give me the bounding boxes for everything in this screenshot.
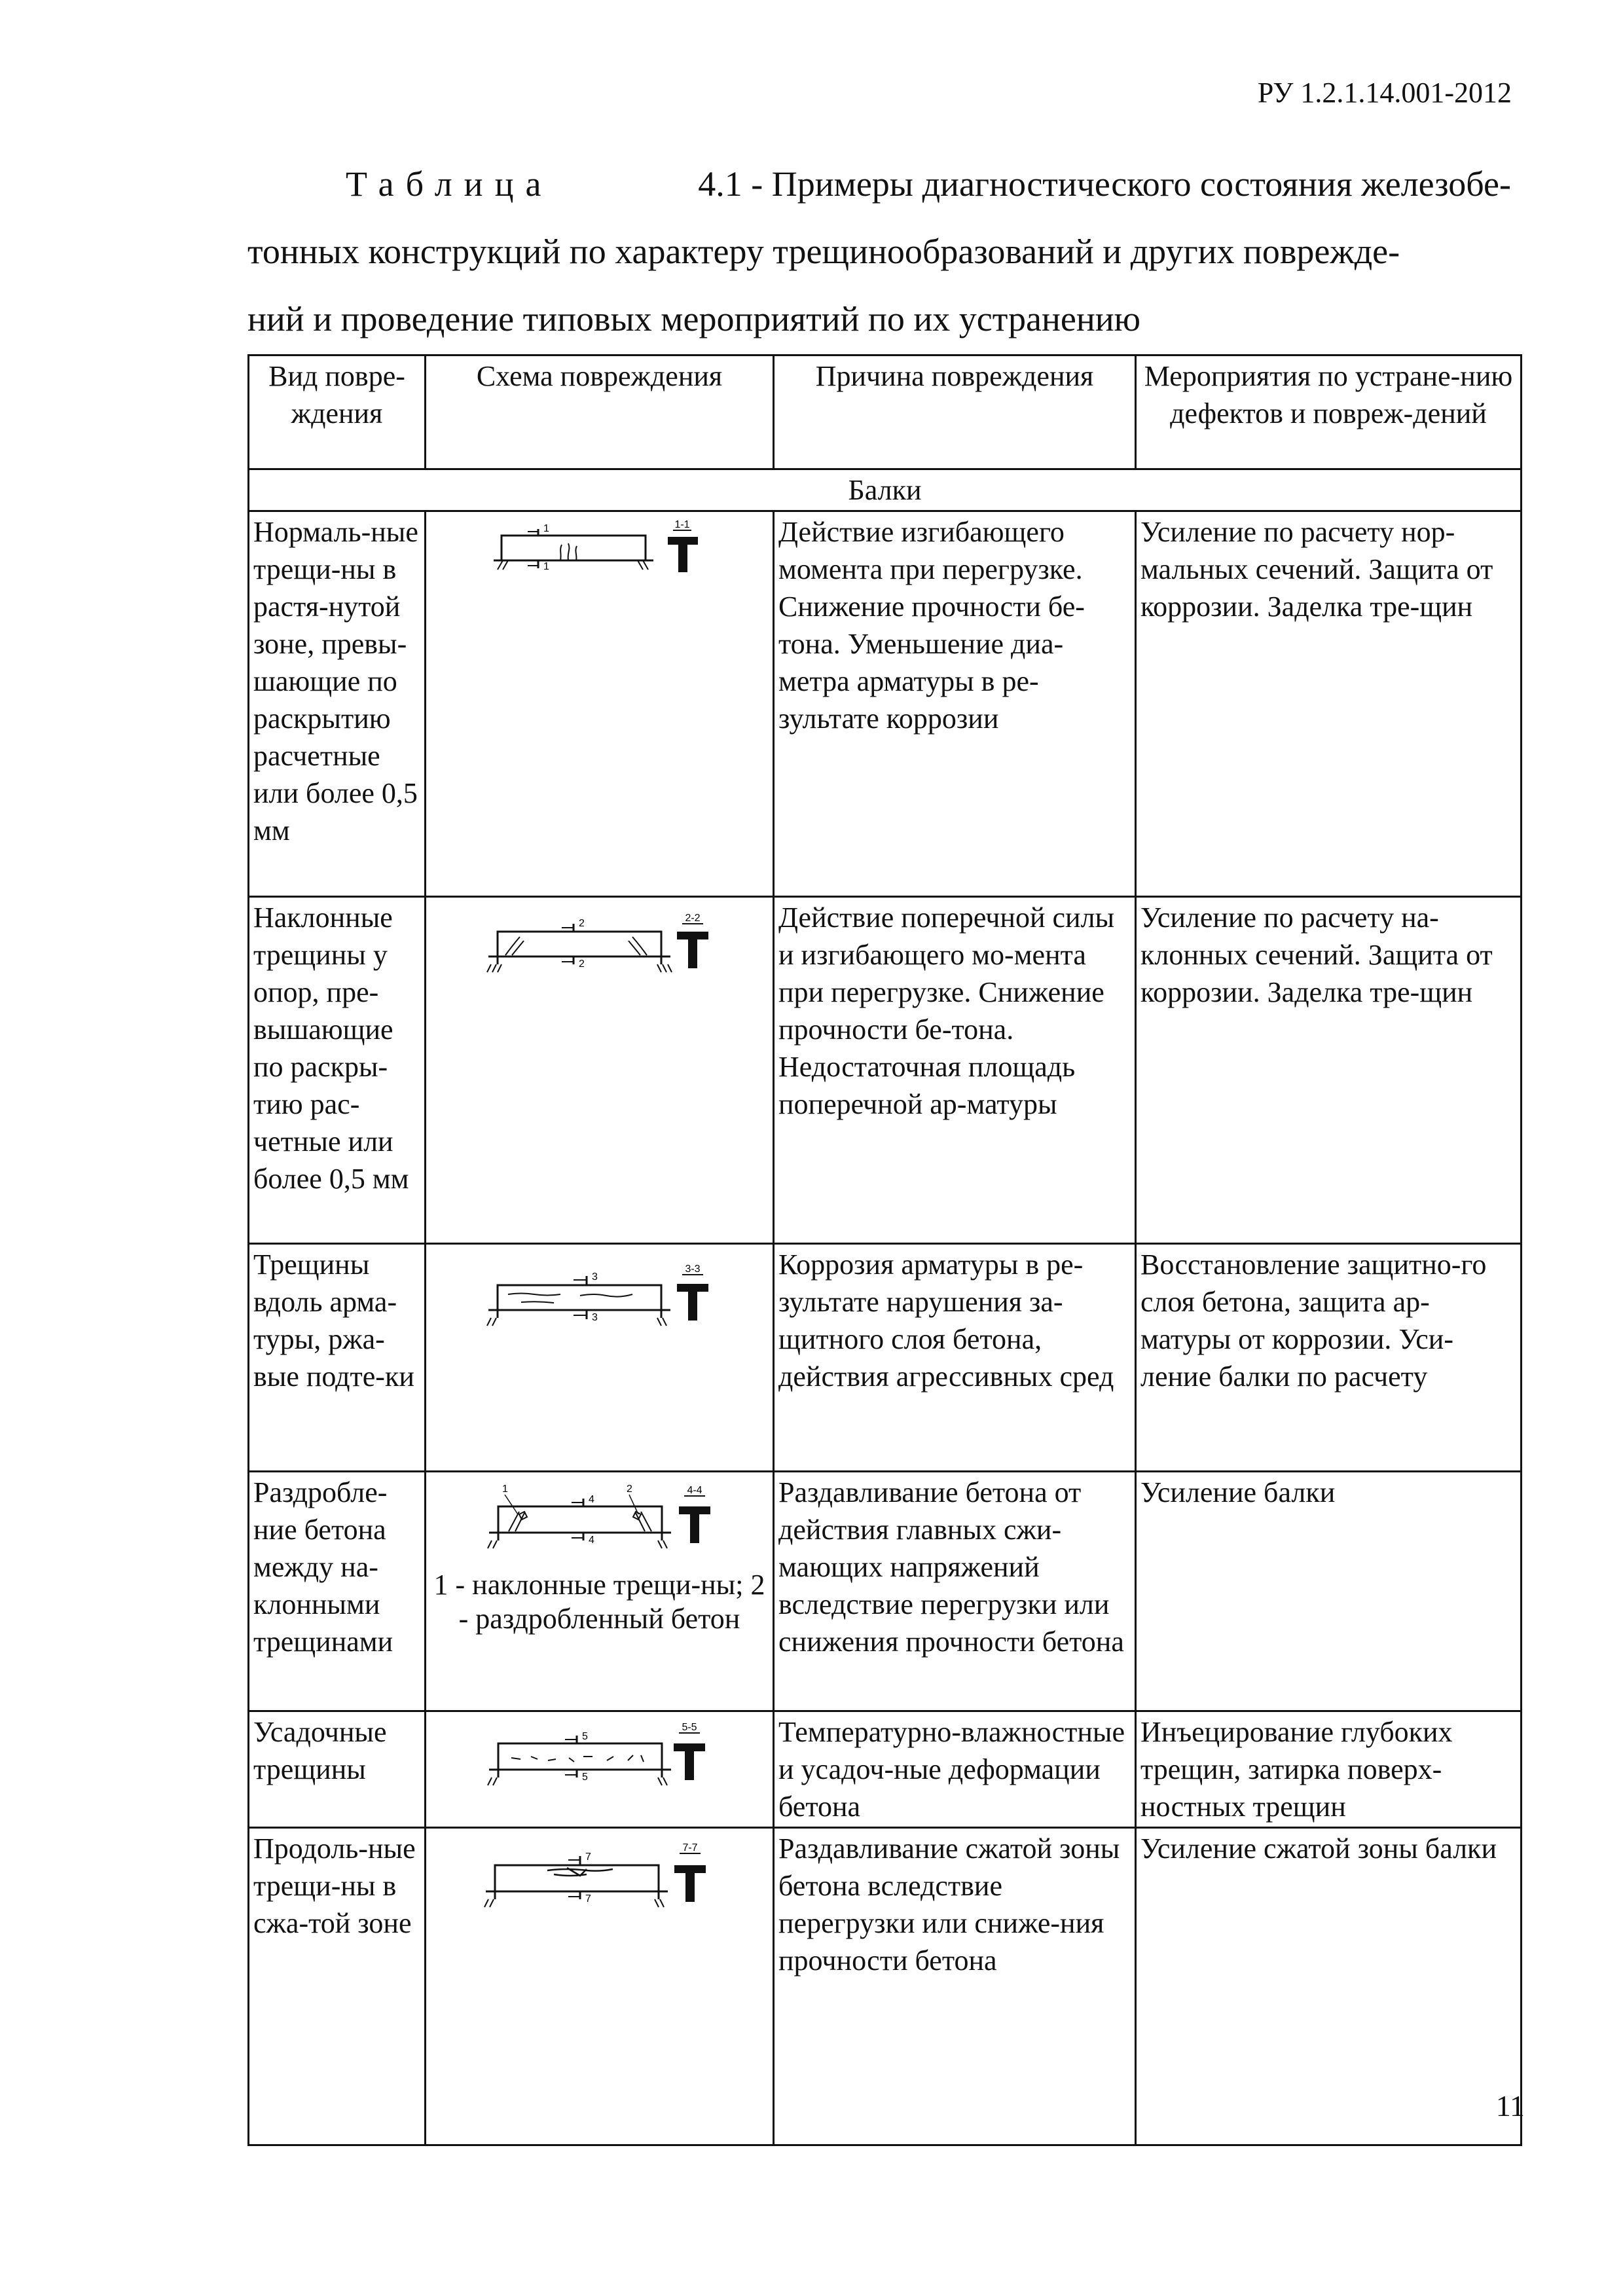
measures-cell: Усиление по расчету на-клонных сечений. Защита от коррозии. Заделка тре-щин xyxy=(1136,897,1522,1244)
section-mark-bottom: 2 xyxy=(578,958,585,970)
section-mark-bottom: 4 xyxy=(588,1535,594,1546)
section-label: 3-3 xyxy=(684,1264,701,1275)
section-mark-bottom: 5 xyxy=(581,1772,588,1783)
table-title xyxy=(247,151,1511,353)
label-1: 1 xyxy=(501,1484,508,1495)
beam-schema-longitudinal-rebar-cracks xyxy=(482,1246,718,1331)
damage-table xyxy=(247,354,1522,2146)
cause-cell: Действие изгибающего момента при перегрузке. Снижение прочности бе-тона. Уменьшение диа-метра арматуры в ре-зультате коррозии xyxy=(774,511,1136,897)
schema-cell xyxy=(426,511,774,897)
beam-schema-crushed-concrete xyxy=(479,1474,721,1565)
section-mark-top: 3 xyxy=(591,1271,598,1283)
damage-type-cell: Усадочные трещины xyxy=(249,1711,426,1828)
page-number: 11 xyxy=(1495,2089,1525,2123)
beam-schema-inclined-cracks xyxy=(482,899,718,984)
cause-cell: Коррозия арматуры в ре-зультате нарушения за-щитного слоя бетона, действия агрессивных сред xyxy=(774,1244,1136,1472)
table-row xyxy=(249,1828,1522,2145)
section-label: 7-7 xyxy=(682,1842,698,1853)
measures-cell: Усиление сжатой зоны балки xyxy=(1136,1828,1522,2145)
section-mark-top: 1 xyxy=(543,523,549,534)
section-label: 4-4 xyxy=(686,1485,702,1496)
section-mark-top: 7 xyxy=(585,1851,591,1863)
schema-cell xyxy=(426,1828,774,2145)
title-line-2: тонных конструкций по характеру трещинообразований и других поврежде- xyxy=(247,232,1400,271)
damage-type-cell: Наклонные трещины у опор, пре-вышающие по раскры-тию рас-четные или более 0,5 мм xyxy=(249,897,426,1244)
header-schema: Схема повреждения xyxy=(426,355,774,469)
header-damage-type: Вид повре-ждения xyxy=(249,355,426,469)
header-cause: Причина повреждения xyxy=(774,355,1136,469)
title-line-3: ний и проведение типовых мероприятий по их устранению xyxy=(247,299,1140,338)
measures-cell: Усиление балки xyxy=(1136,1472,1522,1711)
title-line-1 xyxy=(247,151,1511,218)
title-label: Таблица xyxy=(346,164,553,204)
table-row xyxy=(249,1472,1522,1711)
section-mark-bottom: 3 xyxy=(591,1312,598,1323)
cause-cell: Раздавливание бетона от действия главных сжи-мающих напряжений вследствие перегрузки или снижения прочности бетона xyxy=(774,1472,1136,1711)
table-row xyxy=(249,1711,1522,1828)
title-line-1-text: 4.1 - Примеры диагностического состояния железобе- xyxy=(698,164,1511,204)
measures-cell: Усиление по расчету нор-мальных сечений. Защита от коррозии. Заделка тре-щин xyxy=(1136,511,1522,897)
section-mark-bottom: 7 xyxy=(585,1893,591,1904)
section-mark-top: 2 xyxy=(578,918,585,929)
schema-cell xyxy=(426,1711,774,1828)
section-beams: Балки xyxy=(249,469,1522,511)
measures-cell: Инъецирование глубоких трещин, затирка поверх-ностных трещин xyxy=(1136,1711,1522,1828)
cause-cell: Действие поперечной силы и изгибающего мо-мента при перегрузке. Снижение прочности бе-тона. Недостаточная площадь поперечной ар-матуры xyxy=(774,897,1136,1244)
damage-type-cell: Раздробле-ние бетона между на-клонными трещинами xyxy=(249,1472,426,1711)
table-row xyxy=(249,511,1522,897)
section-label: 5-5 xyxy=(681,1722,697,1733)
damage-type-cell: Продоль-ные трещи-ны в сжа-той зоне xyxy=(249,1828,426,2145)
schema-cell xyxy=(426,1244,774,1472)
section-label: 2-2 xyxy=(684,913,701,924)
damage-type-cell: Трещины вдоль арма-туры, ржа-вые подте-ки xyxy=(249,1244,426,1472)
document-code: РУ 1.2.1.14.001-2012 xyxy=(1257,77,1512,109)
section-mark-top: 4 xyxy=(588,1494,594,1505)
beam-schema-shrinkage-cracks xyxy=(485,1715,714,1800)
beam-schema-compression-zone-cracks xyxy=(482,1830,718,1915)
header-measures: Мероприятия по устране-нию дефектов и повреж-дений xyxy=(1136,355,1522,469)
schema-cell xyxy=(426,897,774,1244)
section-row xyxy=(249,469,1522,511)
section-mark-top: 5 xyxy=(581,1731,588,1742)
beam-schema-normal-cracks xyxy=(488,513,711,585)
measures-cell: Восстановление защитно-го слоя бетона, защита ар-матуры от коррозии. Уси-ление балки по расчету xyxy=(1136,1244,1522,1472)
schema-caption: 1 - наклонные трещи-ны; 2 - раздробленный бетон xyxy=(433,1569,765,1635)
cause-cell: Температурно-влажностные и усадоч-ные деформации бетона xyxy=(774,1711,1136,1828)
table-row xyxy=(249,897,1522,1244)
schema-cell xyxy=(426,1472,774,1711)
table-row xyxy=(249,1244,1522,1472)
label-2: 2 xyxy=(626,1484,632,1495)
table-header-row xyxy=(249,355,1522,469)
cause-cell: Раздавливание сжатой зоны бетона вследствие перегрузки или сниже-ния прочности бетона xyxy=(774,1828,1136,2145)
section-label: 1-1 xyxy=(674,519,690,530)
section-mark-bottom: 1 xyxy=(543,561,549,572)
damage-type-cell: Нормаль-ные трещи-ны в растя-нутой зоне, превы-шающие по раскрытию расчетные или более 0,5 мм xyxy=(249,511,426,897)
